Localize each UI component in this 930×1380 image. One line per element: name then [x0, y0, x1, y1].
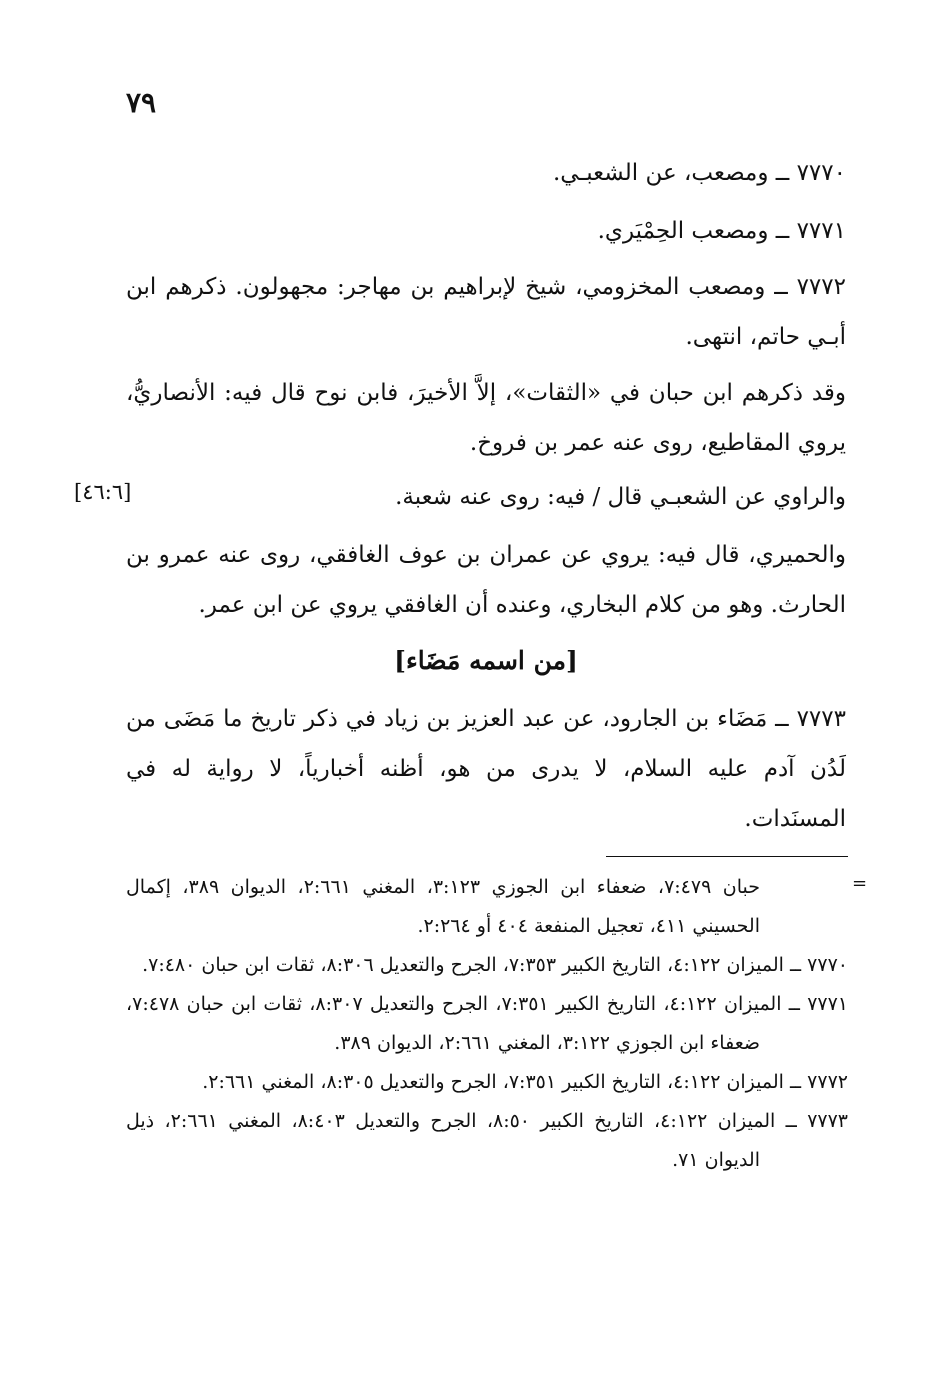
entry-7771: ٧٧٧١ ــ ومصعب الحِمْيَري.: [597, 218, 846, 244]
paragraph-ibn-hibban: وقد ذكرهم ابن حبان في «الثقات»، إلاَّ الأخيرَ، فابن نوح قال فيه: الأنصاريُّ، يروي المقاطيع، روى عنه عمر بن فروخ.: [126, 380, 846, 456]
entry-7770: ٧٧٧٠ ــ ومصعب، عن الشعبـي.: [552, 160, 846, 186]
entry-7772: ٧٧٧٢ ــ ومصعب المخزومي، شيخ لإبراهيم بن مهاجر: مجهولون. ذكرهم ابن أبـي حاتم، انتهى.: [126, 274, 846, 350]
footnote-7771: ٧٧٧١ ــ الميزان ٤:١٢٢، التاريخ الكبير ٧:٣٥١، الجرح والتعديل ٨:٣٠٧، ثقات ابن حبان ٧:٤٧٨، ضعفاء ابن الجوزي ٣:١٢٢، المغني ٢:٦٦١، الديوان ٣٨٩.: [126, 993, 849, 1054]
section-heading: [من اسمه مَضَاء]: [394, 646, 578, 675]
entry-7773: ٧٧٧٣ ــ مَضَاء بن الجارود، عن عبد العزيز بن زياد في ذكر تاريخ ما مَضَى من لَدُن آدم عليه السلام، لا يدرى من هو، أظنه أخبارياً، لا رواية له في المسنَدات.: [126, 706, 846, 832]
footnotes: [126, 868, 848, 1180]
footnote-7770: ٧٧٧٠ ــ الميزان ٤:١٢٢، التاريخ الكبير ٧:٣٥٣، الجرح والتعديل ٨:٣٠٦، ثقات ابن حبان ٧:٤٨٠.: [142, 954, 848, 976]
footnote-continued: حبان ٧:٤٧٩، ضعفاء ابن الجوزي ٣:١٢٣، المغني ٢:٦٦١، الديوان ٣٨٩، إكمال الحسيني ٤١١، تعجيل المنفعة ٤٠٤ أو ٢:٢٦٤.: [126, 876, 761, 937]
paragraph-shabi-narrator: والراوي عن الشعبـي قال / فيه: روى عنه شعبة.: [395, 484, 846, 510]
page-reference: [٤٦:٦]: [74, 480, 132, 504]
footnote-divider: [606, 856, 848, 857]
page-number: ٧٩: [126, 86, 157, 119]
footnote-7773: ٧٧٧٣ ــ الميزان ٤:١٢٢، التاريخ الكبير ٨:٥٠، الجرح والتعديل ٨:٤٠٣، المغني ٢:٦٦١، ذيل الديوان ٧١.: [126, 1110, 849, 1171]
continuation-mark: =: [852, 873, 868, 894]
paragraph-himyari: والحميري، قال فيه: يروي عن عمران بن عوف الغافقي، روى عنه عمرو بن الحارث. وهو من كلام البخاري، وعنده أن الغافقي يروي عن ابن عمر.: [126, 542, 846, 618]
footnote-7772: ٧٧٧٢ ــ الميزان ٤:١٢٢، التاريخ الكبير ٧:٣٥١، الجرح والتعديل ٨:٣٠٥، المغني ٢:٦٦١.: [202, 1071, 848, 1093]
